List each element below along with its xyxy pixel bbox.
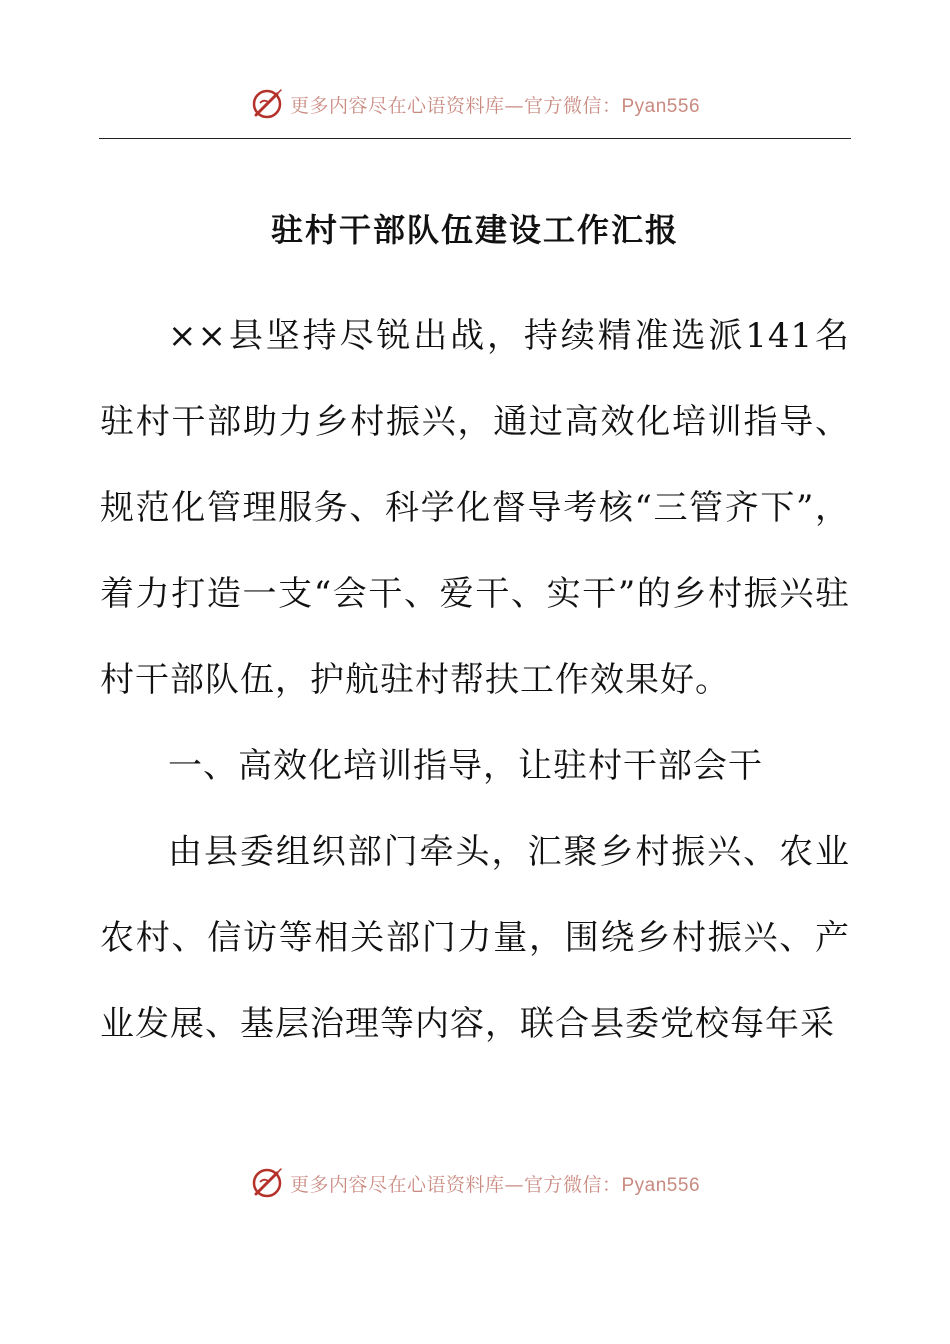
pen-circle-logo-icon — [250, 1166, 284, 1200]
header-divider — [99, 138, 851, 139]
paragraph-intro: ××县坚持尽锐出战，持续精准选派141名驻村干部助力乡村振兴，通过高效化培训指导、规范化管理服务、科学化督导考核“三管齐下”，着力打造一支“会干、爱干、实干”的乡村振兴驻村干部队伍，护航驻村帮扶工作效果好。 — [100, 316, 850, 700]
paragraph-section-1: 由县委组织部门牵头，汇聚乡村振兴、农业农村、信访等相关部门力量，围绕乡村振兴、产业发展、基层治理等内容，联合县委党校每年采 — [100, 832, 850, 1044]
brand-wechat-id: Pyan556 — [621, 95, 701, 117]
brand-wechat-id: Pyan556 — [621, 1174, 701, 1196]
header-brand — [0, 84, 950, 124]
pen-circle-logo-icon — [250, 87, 284, 121]
section-heading-1: 一、高效化培训指导，让驻村干部会干 — [168, 746, 763, 786]
document-title: 驻村干部队伍建设工作汇报 — [270, 211, 679, 249]
brand-text: 更多内容尽在心语资料库—官方微信：Pyan556 — [289, 94, 701, 117]
footer-brand — [0, 1163, 950, 1203]
brand-text: 更多内容尽在心语资料库—官方微信：Pyan556 — [289, 1173, 701, 1196]
document-body — [100, 293, 850, 1067]
